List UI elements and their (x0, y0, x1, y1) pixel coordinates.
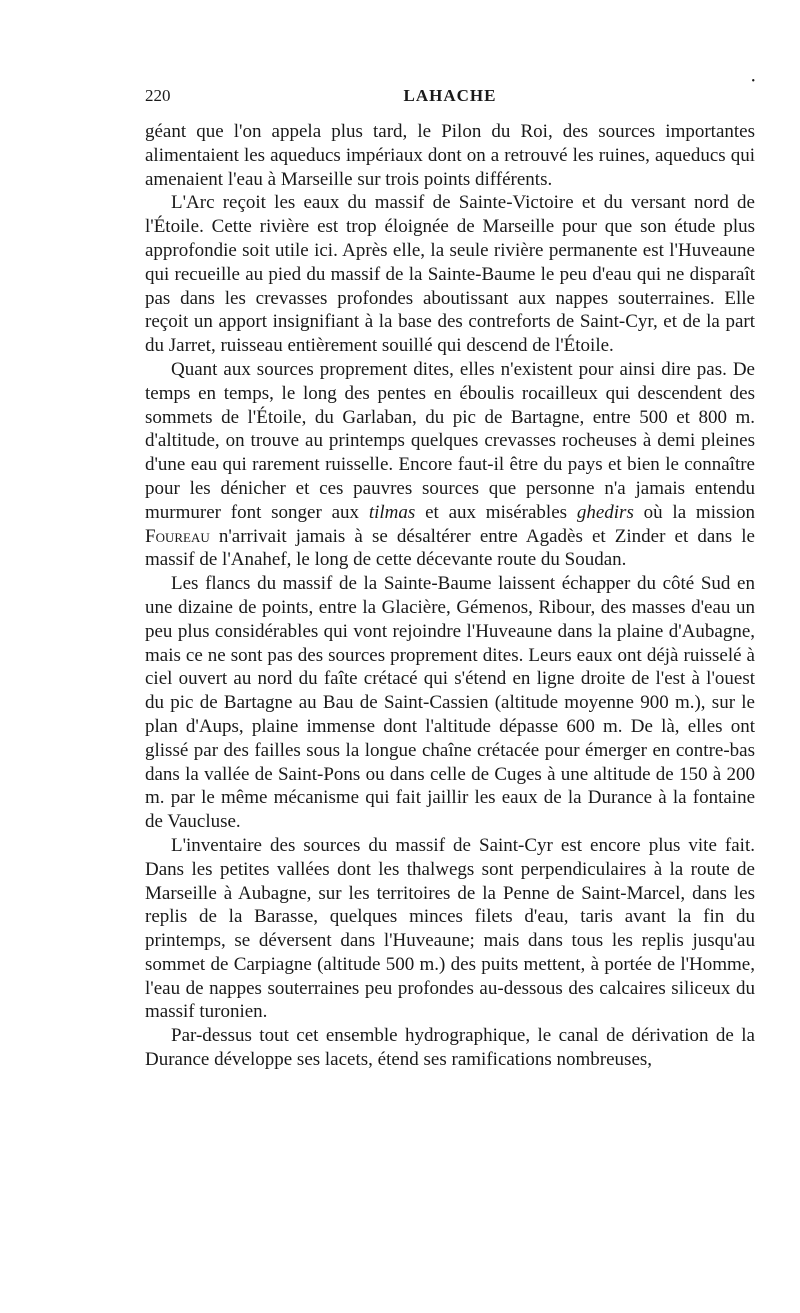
running-title: LAHACHE (403, 86, 497, 105)
paragraph-4: Les flancs du massif de la Sainte-Baume laissent échapper du côté Sud en une dizaine de points, entre la Glacière, Gémenos, Ribour, des masses d'eau un peu plus considérables qui vont rejoindre l'Huveaune dans la plaine d'Aubagne, mais ce ne sont pas des sources proprement dites. Leurs eaux ont déjà ruisselé à ciel ouvert au nord du faîte crétacé qui s'étend en ligne droite de l'est à l'ouest du pic de Bartagne au Bau de Saint-Cassien (altitude moyenne 900 m.), sur le plan d'Aups, plaine immense dont l'altitude dépasse 600 m. De là, elles ont glissé par des failles sous la longue chaîne crétacée pour émerger en contre-bas dans la vallée de Saint-Pons ou dans celle de Cuges à une altitude de 150 à 200 m. par le même mécanisme qui fait jaillir les eaux de la Durance à la fontaine de Vaucluse. (145, 573, 755, 833)
paragraph-3-text-a: Quant aux sources proprement dites, elles n'existent pour ainsi dire pas. De temps en temps, le long des pentes en éboulis rocailleux qui descendent des sommets de l'Étoile, du Garlaban, du pic de Bartagne, entre 500 et 800 m. d'altitude, on trouve au printemps quelques crevasses rocheuses à demi pleines d'une eau qui rarement ruisselle. Encore faut-il être du pays et bien le connaître pour les dénicher et ces pauvres sources que personne n'a jamais entendu murmurer font songer aux (145, 358, 755, 523)
paragraph-6: Par-dessus tout cet ensemble hydrographique, le canal de dérivation de la Durance développe ses lacets, étend ses ramifications nombreuses, (145, 1025, 755, 1071)
paragraph-5: L'inventaire des sources du massif de Saint-Cyr est encore plus vite fait. Dans les petites vallées dont les thalwegs sont perpendiculaires à la route de Marseille à Aubagne, sur les territoires de la Penne de Saint-Marcel, dans les replis de la Barasse, quelques minces filets d'eau, taris avant la fin du printemps, se déversent dans l'Huveaune; mais dans tous les replis jusqu'au sommet de Carpiagne (altitude 500 m.) des puits mettent, à portée de l'Homme, l'eau de nappes souterraines peu profondes au-dessous des calcaires siliceux du massif turonien. (145, 834, 755, 1023)
paragraph-3-text-c: où la mission (643, 501, 756, 523)
paragraph-3-text-d: n'arrivait jamais à se désaltérer entre Agadès et Zinder et dans le massif de l'Anahef, le long de cette décevante route du Soudan. (145, 525, 755, 571)
body-text (145, 120, 755, 1072)
term-tilmas: tilmas (368, 501, 416, 523)
page-header (145, 76, 755, 108)
page-number: 220 (145, 86, 171, 105)
printer-mark: • (751, 76, 755, 87)
paragraph-1: géant que l'on appela plus tard, le Pilon du Roi, des sources importantes alimentaient les aqueducs impériaux dont on a retrouvé les ruines, aqueducs qui amenaient l'eau à Marseille sur trois points différents. (145, 121, 755, 190)
paragraph-3-text-b: et aux misérables (425, 501, 568, 523)
paragraph-3 (145, 358, 755, 572)
name-foureau: Foureau (145, 525, 210, 547)
term-ghedirs: ghedirs (576, 501, 634, 523)
paragraph-2: L'Arc reçoit les eaux du massif de Sainte-Victoire et du versant nord de l'Étoile. Cette rivière est trop éloignée de Marseille pour que son étude plus approfondie soit utile ici. Après elle, la seule rivière permanente est l'Huveaune qui recueille au pied du massif de la Sainte-Baume le peu d'eau qui ne disparaît pas dans les crevasses profondes aboutissant aux nappes souterraines. Elle reçoit un apport insignifiant à la base des contreforts de Saint-Cyr, et de la part du Jarret, ruisseau entièrement souillé qui descend de l'Étoile. (145, 192, 755, 357)
